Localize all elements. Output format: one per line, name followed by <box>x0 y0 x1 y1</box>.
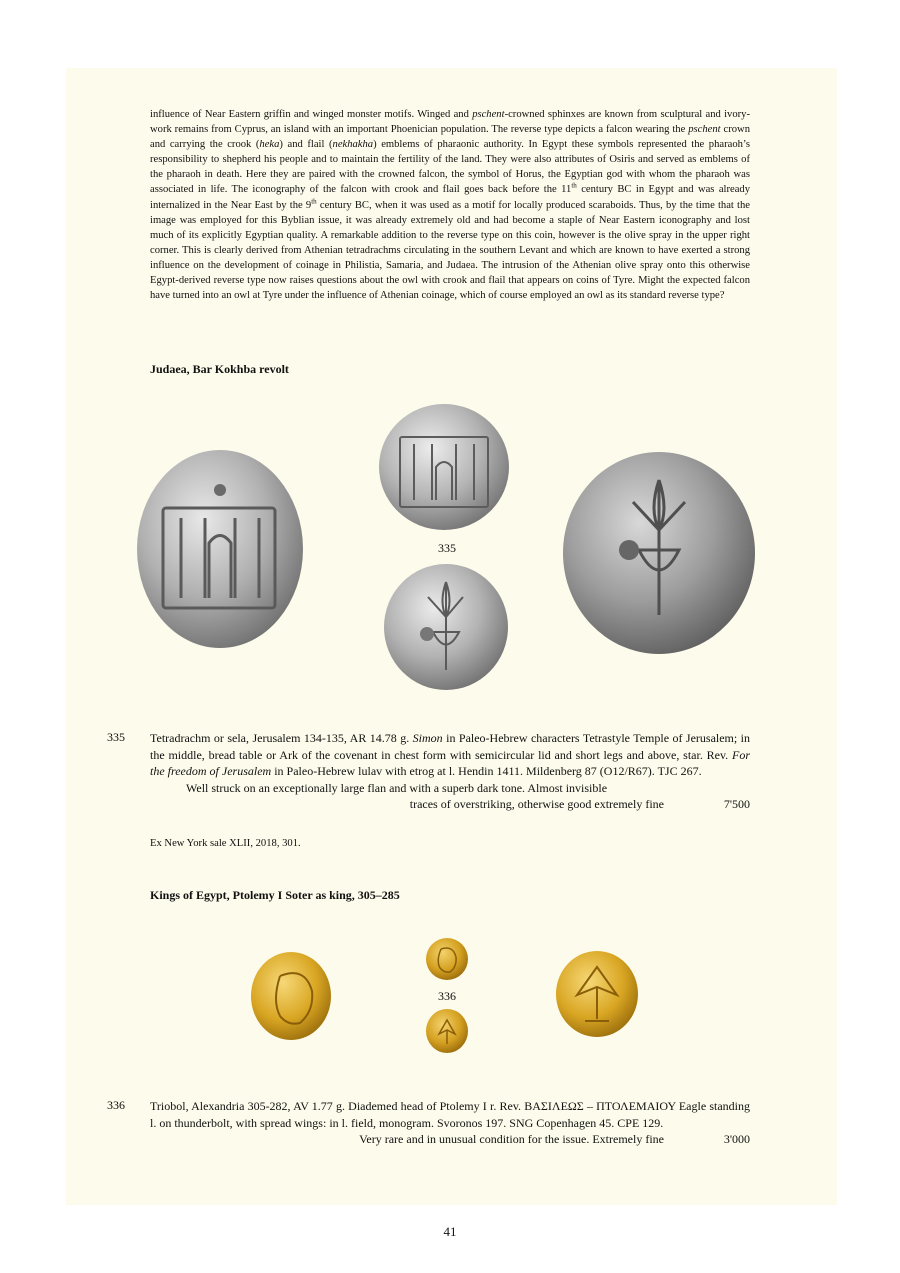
lot-336-description-text: Triobol, Alexandria 305-282, AV 1.77 g. Diademed head of Ptolemy I r. Rev. ΒΑΣΙΛΕΩΣ – ΠΤΟΛΕΜΑΙΟΥ Eagle standing l. on thunderbolt, with spread wings: in l. field, monogram. Svoronos 197. SNG Copenhagen 45. CPE 129. <box>150 1099 750 1130</box>
lot-335-price: 7'500 <box>723 797 750 812</box>
coin-336-reverse-large <box>555 949 639 1039</box>
coin-336-reverse-small <box>425 1008 469 1054</box>
intro-paragraph: influence of Near Eastern griffin and winged monster motifs. Winged and pschent-crowned sphinxes are known from sculptural and ivory-work remains from Cyprus, an island with an important Phoenician population. The reverse type depicts a falcon wearing the pschent crown and carrying the crook (heka) and flail (nekhakha) emblems of pharaonic authority. In Egypt these symbols represented the pharaoh’s responsibility to shepherd his people and to maintain the fertility of the land. They were also attributes of Osiris and served as emblems of the pharaoh in death. Here they are paired with the crowned falcon, the symbol of Horus, the Egyptian god with whom the pharaoh was associated in life. The iconography of the falcon with crook and flail goes back before the 11th century BC in Egypt and was already internalized in the Near East by the 9th century BC, when it was used as a motif for locally produced scaraboids. Thus, by the time that the image was employed for this Byblian issue, it was already extremely old and had become a staple of Near Eastern iconography and lost much of its explicitly Egyptian quality. A remarkable addition to the reverse type on this coin, however is the olive spray in the upper right corner. This is clearly derived from Athenian tetradrachms circulating in the southern Levant and which are known to have exerted a strong influence on the development of coinage in Philistia, Samaria, and Judaea. The intrusion of the Athenian olive spray onto this otherwise Egypt-derived reverse type now raises questions about the owl with crook and flail that appears on coins of Tyre. Might the expected falcon have turned into an owl at Tyre under the influence of Athenian coinage, which of course employed an owl as its standard reverse type? <box>150 109 750 302</box>
lot-number-336: 336 <box>107 1098 125 1112</box>
coin-336-obverse-large <box>250 951 333 1042</box>
lot-number-335: 335 <box>107 730 125 744</box>
coin-335-reverse-large <box>561 450 757 656</box>
lot-336-condition: Very rare and in unusual condition for the issue. Extremely fine <box>359 1132 664 1147</box>
section-heading-egypt: Kings of Egypt, Ptolemy I Soter as king, 305–285 <box>150 888 400 902</box>
lot-336-price: 3'000 <box>723 1132 750 1147</box>
coin-335-reverse-small <box>383 562 510 692</box>
lot-336-description <box>150 1098 750 1148</box>
lot-336-condition-line <box>150 1131 750 1148</box>
coin-335-obverse-large <box>135 448 305 650</box>
lot-335-condition-line1: Well struck on an exceptionally large flan and with a superb dark tone. Almost invisible <box>186 780 608 795</box>
section-heading-judaea: Judaea, Bar Kokhba revolt <box>150 362 289 376</box>
lot-335-description: Tetradrachm or sela, Jerusalem 134-135, AR 14.78 g. Simon in Paleo-Hebrew characters Tetrastyle Temple of Jerusalem; in the middle, bread table or Ark of the covenant in chest form with semicircular lid and short legs and above, star. Rev. For the freedom of Jerusalem in Paleo-Hebrew lulav with etrog at l. Hendin 1411. Mildenberg 87 (O12/R67). TJC 267. Well struck on an exceptionally large flan and with a superb dark tone. Almost invisible traces of overstriking, otherwise good extremely fine 7'500 <box>150 731 750 812</box>
page-number: 41 <box>443 1224 457 1239</box>
lot-335-condition: traces of overstriking, otherwise good extremely fine <box>409 797 664 812</box>
coin-336-obverse-small <box>425 937 469 981</box>
coin-number-label-336: 336 <box>438 989 456 1003</box>
lot-335-condition-line2 <box>150 796 750 813</box>
coin-number-label-335: 335 <box>438 541 456 555</box>
coin-335-obverse-small <box>378 402 511 532</box>
lot-335-provenance: Ex New York sale XLII, 2018, 301. <box>150 838 301 849</box>
